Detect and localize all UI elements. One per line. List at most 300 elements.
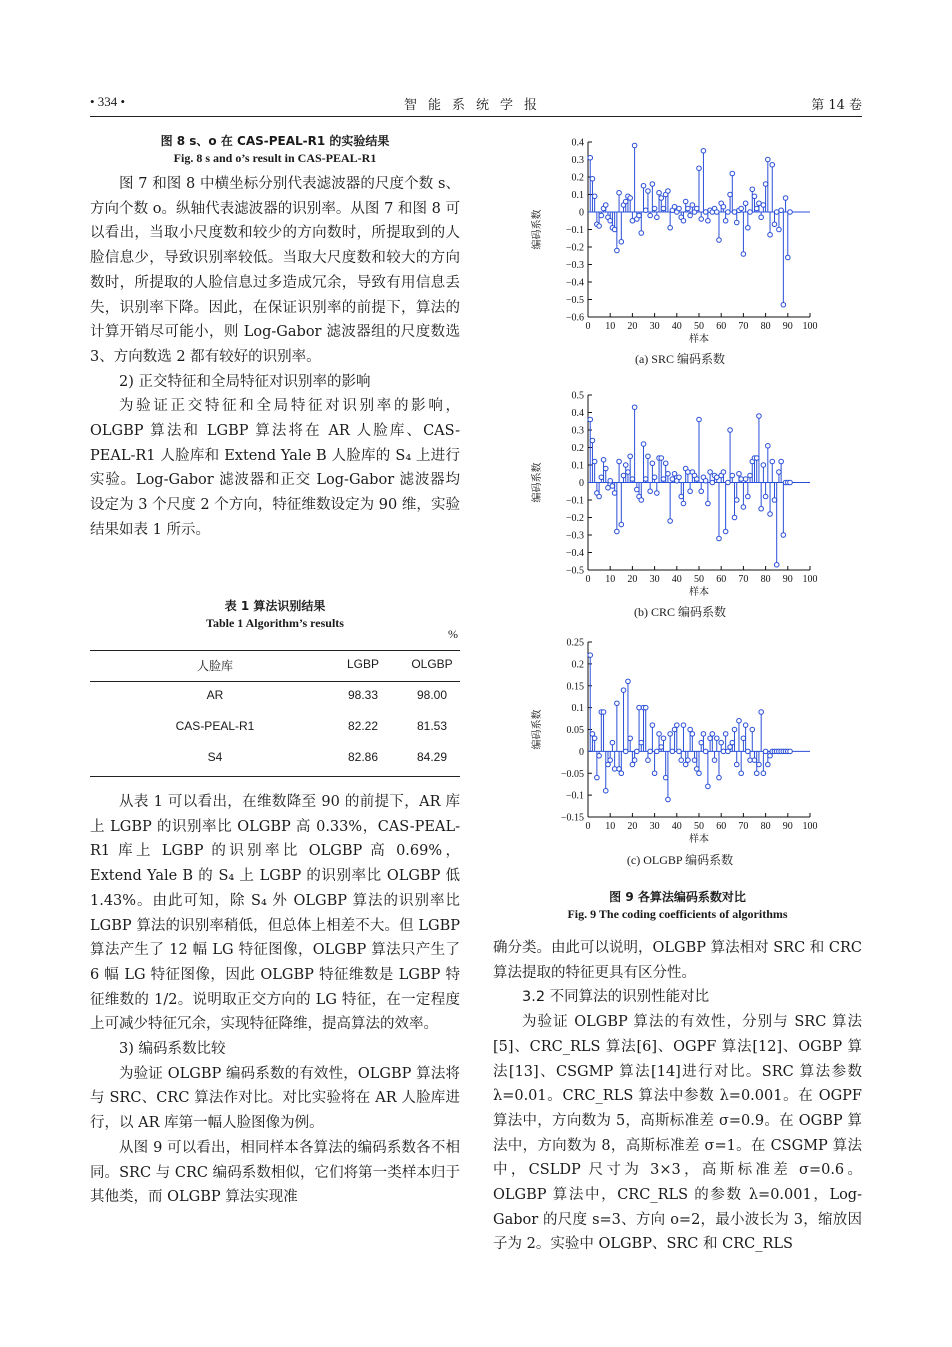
y-tick-label: −0.5 <box>565 295 584 306</box>
y-tick-label: −0.3 <box>565 530 584 542</box>
stem-marker <box>717 238 722 243</box>
stem-marker <box>635 487 640 492</box>
stem-marker <box>672 471 677 476</box>
table-cell: 82.86 <box>347 750 379 764</box>
stem-marker <box>750 187 755 192</box>
stem-marker <box>686 758 691 763</box>
stem-marker <box>643 705 648 710</box>
stem-marker <box>621 688 626 693</box>
stem-marker <box>734 220 739 225</box>
stem-marker <box>639 740 644 745</box>
left-column-upper <box>90 172 460 543</box>
stem-marker <box>743 723 748 728</box>
paragraph: 图 7 和图 8 中横坐标分别代表滤波器的尺度个数 s、方向个数 o。纵轴代表滤波器的识别率。从图 7 和图 8 可以看出，当取小尺度数和较少的方向数时，所提取到的人脸信息少，导致识别率较低。当取大尺度数和较大的方向数时，所提取的人脸信息过多造成冗余，导致有用信息丢失，识别率下降。因此，在保证识别率的前提下，算法的计算开销尽可能小，则 Log-Gabor 滤波器组的尺度数选 3、方向数选 2 都有较好的识别率。 <box>90 176 460 365</box>
stem-marker <box>697 166 702 171</box>
stem-marker <box>632 758 637 763</box>
stem-marker <box>739 477 744 482</box>
x-tick-label: 50 <box>694 321 704 332</box>
x-tick-label: 70 <box>738 321 749 332</box>
x-tick-label: 50 <box>694 821 704 832</box>
stem-marker <box>601 457 606 462</box>
stem-marker <box>597 753 602 758</box>
stem-marker <box>732 727 737 732</box>
x-tick-label: 50 <box>694 574 704 585</box>
stem-marker <box>761 203 766 208</box>
stem-marker <box>766 443 771 448</box>
stem-marker <box>643 477 648 482</box>
stem-marker <box>779 459 784 464</box>
stem-marker <box>786 255 791 260</box>
chart-crc <box>520 385 840 605</box>
stem-marker <box>741 252 746 257</box>
stem-marker <box>612 491 617 496</box>
stem-marker <box>626 470 631 475</box>
x-tick-label: 90 <box>782 574 793 585</box>
stem-marker <box>592 194 597 199</box>
y-tick-label: −0.4 <box>565 277 584 289</box>
stem-marker <box>737 471 742 476</box>
stem-marker <box>617 459 622 464</box>
stem-marker <box>721 749 726 754</box>
stem-marker <box>710 732 715 737</box>
y-tick-label: −0.15 <box>560 812 584 824</box>
table-cell: CAS-PEAL-R1 <box>175 719 255 733</box>
stem-marker <box>752 758 757 763</box>
stem-marker <box>730 171 735 176</box>
stem-marker <box>690 732 695 737</box>
stem-marker <box>677 206 682 211</box>
stem-marker <box>763 182 768 187</box>
table-cell: 82.22 <box>347 719 379 733</box>
y-tick-label: −0.1 <box>565 495 584 507</box>
stem-marker <box>699 489 704 494</box>
x-axis-label: 样本 <box>689 334 709 345</box>
fig8-caption <box>90 133 460 167</box>
stem-marker <box>688 213 693 218</box>
y-tick-label: 0.25 <box>566 637 584 649</box>
stem-marker <box>681 218 686 223</box>
paragraph: 为验证正交特征和全局特征对识别率的影响，OLGBP 算法和 LGBP 算法将在 AR 人脸库、CAS-PEAL-R1 人脸库和 Extend Yale B 人脸库的 S₄ 上进行实验。Log-Gabor 滤波器和正交 Log-Gabor 滤波器均设定为 3 个尺度 2 个方向，特征维数设定为 90 维，实验结果如表 1 所示。 <box>90 398 460 538</box>
stem-marker <box>708 470 713 475</box>
stem-marker <box>652 771 657 776</box>
x-tick-label: 20 <box>627 821 638 832</box>
stem-marker <box>628 736 633 741</box>
stem-marker <box>666 471 671 476</box>
table-row <box>90 719 460 739</box>
stem-marker <box>643 208 648 213</box>
x-tick-label: 70 <box>738 574 749 585</box>
stem-marker <box>623 749 628 754</box>
stem-marker <box>781 533 786 538</box>
stem-marker <box>650 723 655 728</box>
stem-marker <box>619 239 624 244</box>
stem-marker <box>590 732 595 737</box>
table-cell: 98.00 <box>416 688 448 702</box>
stem-marker <box>597 224 602 229</box>
stem-marker <box>694 477 699 482</box>
stem-marker <box>757 201 762 206</box>
stem-marker <box>768 232 773 237</box>
y-tick-label: 0 <box>579 746 584 758</box>
stem-marker <box>648 489 653 494</box>
stem-marker <box>690 203 695 208</box>
stem-marker <box>728 428 733 433</box>
stem-marker <box>701 732 706 737</box>
chart-crc-caption: (b) CRC 编码系数 <box>633 605 726 619</box>
stem-marker <box>648 213 653 218</box>
stem-marker <box>612 767 617 772</box>
stem-marker <box>721 204 726 209</box>
stem-marker <box>659 745 664 750</box>
stem-marker <box>754 456 759 461</box>
table1-caption-en: Table 1 Algorithm’s results <box>206 616 344 630</box>
volume-label: 第 14 卷 <box>811 98 862 113</box>
stem-marker <box>641 183 646 188</box>
journal-name: 智能系统学报 <box>403 98 548 113</box>
x-axis-label: 样本 <box>689 587 709 598</box>
stem-marker <box>592 459 597 464</box>
stem-marker <box>739 771 744 776</box>
stem-marker <box>759 215 764 220</box>
y-tick-label: 0 <box>579 478 584 489</box>
stem-marker <box>774 562 779 567</box>
stem-marker <box>612 227 617 232</box>
y-tick-label: 0.1 <box>571 460 584 472</box>
stem-marker <box>688 727 693 732</box>
section-heading: 3.2 不同算法的识别性能对比 <box>522 989 710 1006</box>
stem-marker <box>646 758 651 763</box>
x-tick-label: 100 <box>802 574 818 585</box>
stem-marker <box>726 480 731 485</box>
stem-marker <box>666 189 671 194</box>
stem-marker <box>717 775 722 780</box>
x-tick-label: 0 <box>585 321 591 332</box>
stem-marker <box>712 758 717 763</box>
stem-marker <box>641 442 646 447</box>
x-tick-label: 90 <box>782 321 793 332</box>
x-tick-label: 100 <box>802 321 818 332</box>
right-column <box>493 936 862 1257</box>
table-cell: 81.53 <box>416 719 448 733</box>
y-tick-label: 0.1 <box>571 703 584 715</box>
stem-marker <box>679 758 684 763</box>
x-axis-label: 样本 <box>689 834 709 845</box>
stem-marker <box>681 501 686 506</box>
stem-marker <box>706 501 711 506</box>
chart-olgbp-svg <box>520 632 840 852</box>
stem-marker <box>637 213 642 218</box>
stem-marker <box>610 484 615 489</box>
subsection-heading: 2) 正交特征和全局特征对识别率的影响 <box>119 373 371 390</box>
table-header-row <box>90 657 460 677</box>
y-tick-label: −0.3 <box>565 260 584 271</box>
stem-marker <box>701 148 706 153</box>
stem-marker <box>748 210 753 215</box>
stem-marker <box>623 463 628 468</box>
x-tick-label: 80 <box>760 321 771 332</box>
stem-marker <box>770 162 775 167</box>
stem-marker <box>670 477 675 482</box>
fig8-caption-en: Fig. 8 s and o’s result in CAS-PEAL-R1 <box>173 151 377 165</box>
stem-marker <box>688 489 693 494</box>
x-tick-label: 20 <box>627 574 638 585</box>
stem-marker <box>699 217 704 222</box>
stem-marker <box>703 210 708 215</box>
stem-marker <box>668 519 673 524</box>
stem-marker <box>683 199 688 204</box>
stem-marker <box>655 491 660 496</box>
stem-marker <box>714 475 719 480</box>
stem-marker <box>721 470 726 475</box>
x-tick-label: 60 <box>716 821 727 832</box>
stem-marker <box>768 512 773 517</box>
stem-marker <box>730 473 735 478</box>
table1-caption-cn: 表 1 算法识别结果 <box>224 599 326 613</box>
stem-marker <box>668 732 673 737</box>
stem-marker <box>635 749 640 754</box>
stem-marker <box>672 204 677 209</box>
table-header-cell: OLGBP <box>411 657 453 671</box>
stem-marker <box>777 470 782 475</box>
table-cell: S4 <box>207 750 223 764</box>
stem-marker <box>781 302 786 307</box>
stem-marker <box>632 405 637 410</box>
y-tick-label: −0.2 <box>565 513 584 524</box>
table-header-cell: 人脸库 <box>196 659 233 673</box>
stem-marker <box>648 749 653 754</box>
paragraph: 从表 1 可以看出，在维数降至 90 的前提下，AR 库上 LGBP 的识别率比 OLGBP 高 0.33%，CAS-PEAL-R1 库上 LGBP 的识别率比 OLGBP 高 0.69%，Extend Yale B 的 S₄ 上 LGBP 的识别率比 OLGBP 低 1.43%。由此可知，除 S₄ 外 OLGBP 算法的识别率比 LGBP 算法的识别率稍低，但总体上相差不大。但 LGBP 算法产生了 12 幅 LG 特征图像，OLGBP 算法只产生了 6 幅 LG 特征图像，因此 OLGBP 特征维数是 LGBP 特征维数的 1/2。说明取正交方向的 LG 特征，在一定程度上可减少特征冗余，实现特征降维，提高算法的效率。 <box>90 794 460 1033</box>
stem-marker <box>597 494 602 499</box>
x-tick-label: 80 <box>760 574 771 585</box>
stem-marker <box>619 771 624 776</box>
stem-marker <box>655 749 660 754</box>
stem-marker <box>766 762 771 767</box>
fig9-caption <box>493 889 862 923</box>
y-axis-label: 编码系数 <box>532 709 543 750</box>
y-tick-label: −0.6 <box>565 312 584 324</box>
stem-marker <box>726 749 731 754</box>
y-tick-label: 0.1 <box>571 190 584 201</box>
table1-caption <box>90 598 460 632</box>
table-top-rule <box>90 650 460 651</box>
stem-marker <box>603 203 608 208</box>
y-tick-label: 0.4 <box>571 137 584 149</box>
stem-marker <box>741 505 746 510</box>
table-row <box>90 688 460 708</box>
stem-marker <box>770 459 775 464</box>
x-tick-label: 40 <box>671 821 682 832</box>
stem-marker <box>628 196 633 201</box>
stem-marker <box>748 473 753 478</box>
stem-marker <box>697 771 702 776</box>
stem-marker <box>663 775 668 780</box>
table-header-cell: LGBP <box>346 657 379 671</box>
y-tick-label: 0.5 <box>571 390 584 402</box>
x-tick-label: 60 <box>716 574 727 585</box>
stem-marker <box>774 210 779 215</box>
stem-marker <box>723 732 728 737</box>
fig9-caption-en: Fig. 9 The coding coefficients of algorithms <box>567 907 788 921</box>
stem-marker <box>723 529 728 534</box>
x-tick-label: 20 <box>627 321 638 332</box>
stem-marker <box>732 210 737 215</box>
stem-marker <box>606 762 611 767</box>
stem-marker <box>763 749 768 754</box>
table-cell: 84.29 <box>416 750 448 764</box>
stem-marker <box>650 461 655 466</box>
stem-marker <box>686 206 691 211</box>
stem-marker <box>754 206 759 211</box>
stem-marker <box>590 438 595 443</box>
stem-marker <box>608 478 613 483</box>
stem-marker <box>615 701 620 706</box>
stem-marker <box>759 506 764 511</box>
stem-marker <box>728 745 733 750</box>
y-tick-label: 0.4 <box>571 408 584 419</box>
x-tick-label: 40 <box>671 574 682 585</box>
chart-crc-svg <box>520 385 840 605</box>
paragraph: 确分类。由此可以说明，OLGBP 算法相对 SRC 和 CRC 算法提取的特征更具有区分性。 <box>493 940 862 981</box>
stem-marker <box>706 218 711 223</box>
table-cell: AR <box>206 688 224 702</box>
stem-marker <box>666 797 671 802</box>
stem-marker <box>637 705 642 710</box>
stem-marker <box>772 498 777 503</box>
x-tick-label: 30 <box>649 574 660 585</box>
chart-olgbp-caption: (c) OLGBP 编码系数 <box>626 853 734 867</box>
stem-marker <box>734 762 739 767</box>
y-tick-label: −0.1 <box>565 790 584 802</box>
y-tick-label: −0.2 <box>565 242 584 254</box>
stem-marker <box>608 758 613 763</box>
stem-marker <box>617 190 622 195</box>
stem-marker <box>619 522 624 527</box>
stem-marker <box>717 536 722 541</box>
stem-marker <box>588 155 593 160</box>
stem-marker <box>599 475 604 480</box>
stem-marker <box>603 788 608 793</box>
stem-marker <box>601 710 606 715</box>
fig9-caption-cn: 图 9 各算法编码系数对比 <box>609 890 746 904</box>
y-tick-label: 0.15 <box>566 681 584 693</box>
stem-marker <box>719 740 724 745</box>
stem-marker <box>752 194 757 199</box>
stem-marker <box>686 470 691 475</box>
y-tick-label: −0.05 <box>560 768 584 780</box>
stem-marker <box>710 480 715 485</box>
table-bottom-rule <box>90 776 460 777</box>
stem-marker <box>630 218 635 223</box>
y-tick-label: 0.2 <box>571 659 584 671</box>
running-header <box>90 92 862 117</box>
stem-marker <box>757 762 762 767</box>
stem-marker <box>652 206 657 211</box>
stem-marker <box>677 749 682 754</box>
y-axis-label: 编码系数 <box>532 209 543 250</box>
stem-marker <box>761 463 766 468</box>
stem-marker <box>734 498 739 503</box>
stem-marker <box>595 775 600 780</box>
x-tick-label: 0 <box>585 821 591 832</box>
stem-marker <box>714 210 719 215</box>
y-tick-label: 0.2 <box>571 443 584 454</box>
stem-marker <box>610 740 615 745</box>
stem-marker <box>599 213 604 218</box>
x-tick-label: 10 <box>605 574 616 585</box>
stem-marker <box>694 767 699 772</box>
x-tick-label: 30 <box>649 321 660 332</box>
left-column-lower <box>90 790 460 1210</box>
stem-marker <box>761 771 766 776</box>
stem-marker <box>703 478 708 483</box>
x-tick-label: 70 <box>738 821 749 832</box>
stem-marker <box>706 784 711 789</box>
stem-marker <box>588 653 593 658</box>
table-unit: % <box>448 627 458 641</box>
stem-marker <box>623 199 628 204</box>
stem-marker <box>748 758 753 763</box>
chart-olgbp <box>520 632 840 852</box>
paragraph: 从图 9 可以看出，相同样本各算法的编码系数各不相同。SRC 与 CRC 编码系数相似，它们将第一类样本归于其他类，而 OLGBP 算法实现准 <box>90 1139 460 1206</box>
y-tick-label: −0.4 <box>565 548 584 559</box>
stem-marker <box>590 176 595 181</box>
stem-marker <box>592 736 597 741</box>
fig8-caption-cn: 图 8 s、o 在 CAS-PEAL-R1 的实验结果 <box>160 134 390 148</box>
stem-marker <box>759 710 764 715</box>
y-tick-label: 0.2 <box>571 172 584 184</box>
x-tick-label: 90 <box>782 821 793 832</box>
stem-marker <box>672 727 677 732</box>
stem-marker <box>650 182 655 187</box>
stem-marker <box>628 454 633 459</box>
stem-marker <box>743 201 748 206</box>
stem-marker <box>652 475 657 480</box>
stem-marker <box>783 196 788 201</box>
stem-marker <box>788 749 793 754</box>
stem-marker <box>679 494 684 499</box>
stem-marker <box>746 749 751 754</box>
stem-marker <box>659 196 664 201</box>
paragraph: 为验证 OLGBP 算法的有效性，分别与 SRC 算法[5]、CRC_RLS 算法[6]、OGPF 算法[12]、OGBP 算法[13]、CSGMP 算法[14]进行对比。SRC 算法参数 λ=0.01。CRC_RLS 算法中参数 λ=0.001。在 OGPF 算法中，方向数为 5，高斯标准差 σ=0.9。在 OGBP 算法中，方向数为 8，高斯标准差 σ=1。在 CSGMP 算法中，CSLDP 尺寸为 3×3，高斯标准差 σ=0.6。OLGBP 算法中，CRC_RLS 的参数 λ=0.001，Log-Gabor 的尺度 s=3、方向 o=2，最小波长为 3，缩放因子为 2。实验中 OLGBP、SRC 和 CRC_RLS <box>493 1014 862 1253</box>
y-tick-label: 0 <box>579 207 584 219</box>
chart-src <box>520 132 840 352</box>
stem-marker <box>608 218 613 223</box>
stem-marker <box>617 767 622 772</box>
stem-marker <box>703 749 708 754</box>
x-tick-label: 60 <box>716 321 727 332</box>
stem-marker <box>732 515 737 520</box>
stem-marker <box>726 210 731 215</box>
paragraph: 为验证 OLGBP 编码系数的有效性，OLGBP 算法将与 SRC、CRC 算法作对比。对比实验将在 AR 人脸库进行，以 AR 库第一幅人脸图像为例。 <box>90 1065 460 1132</box>
stem-marker <box>723 218 728 223</box>
stem-marker <box>677 475 682 480</box>
stem-marker <box>694 206 699 211</box>
stem-marker <box>639 498 644 503</box>
x-tick-label: 10 <box>605 821 616 832</box>
stem-marker <box>606 485 611 490</box>
stem-marker <box>630 762 635 767</box>
stem-marker <box>670 749 675 754</box>
stem-marker <box>746 225 751 230</box>
stem-marker <box>588 417 593 422</box>
stem-marker <box>657 190 662 195</box>
stem-marker <box>621 473 626 478</box>
stem-marker <box>659 456 664 461</box>
x-tick-label: 30 <box>649 821 660 832</box>
stem-marker <box>757 414 762 419</box>
stem-marker <box>692 758 697 763</box>
stem-marker <box>737 718 742 723</box>
